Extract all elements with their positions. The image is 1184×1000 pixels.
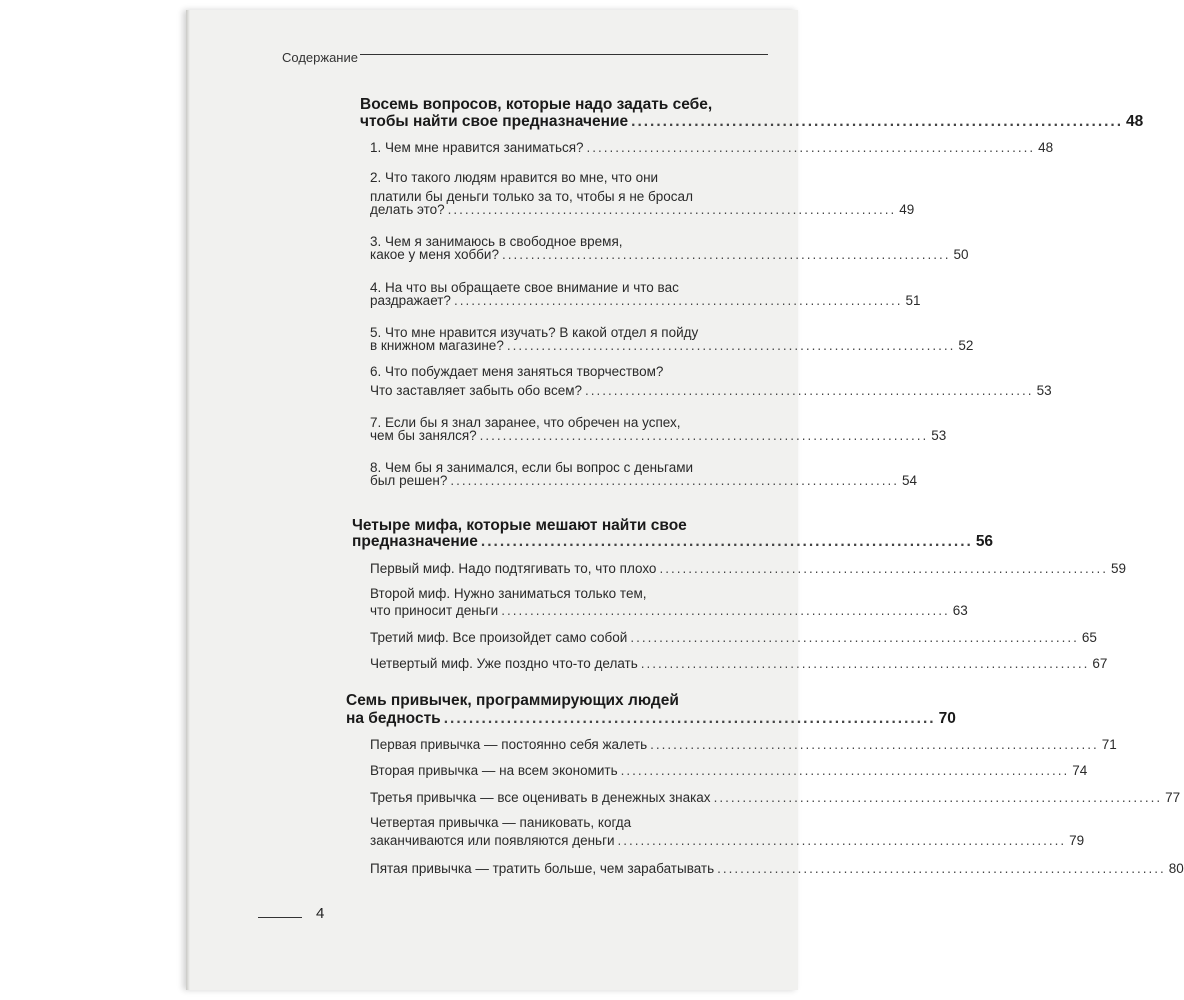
entry-text: платили бы деньги только за то, чтобы я не бросал [370, 189, 693, 204]
entry-text: Пятая привычка — тратить больше, чем зарабатывать [370, 861, 715, 876]
entry-text: Третий миф. Все произойдет само собой [370, 630, 628, 645]
entry-text: Третья привычка — все оценивать в денежных знаках [370, 790, 711, 805]
page-number: 63 [952, 603, 968, 618]
entry-text: 4. На что вы обращаете свое внимание и что вас [370, 280, 679, 295]
footer-rule [258, 917, 302, 918]
dot-leader: .............................................................................. [650, 737, 1099, 752]
entry-text: 5. Что мне нравится изучать? В какой отдел я пойду [370, 325, 699, 340]
entry-text: что приносит деньги [370, 603, 499, 618]
entry-text: 6. Что побуждает меня заняться творчеством? [370, 364, 664, 379]
entry-text: в книжном магазине? [370, 338, 504, 353]
page-number: 59 [1111, 561, 1127, 576]
dot-leader: .............................................................................. [617, 833, 1067, 848]
toc-entry [370, 293, 921, 308]
entry-text: 3. Чем я занимаюсь в свободное время, [370, 234, 623, 249]
section-title-line: на бедность [346, 710, 441, 727]
page-number: 51 [905, 293, 921, 308]
toc-entry [370, 763, 1088, 778]
page-number: 77 [1165, 790, 1181, 805]
toc-entry [370, 383, 1052, 398]
toc-entry [370, 247, 969, 262]
page-number: 74 [1072, 763, 1088, 778]
dot-leader: .............................................................................. [630, 630, 1079, 645]
dot-leader: .............................................................................. [640, 656, 1090, 671]
dot-leader: .............................................................................. [480, 533, 973, 550]
dot-leader: .............................................................................. [631, 113, 1124, 130]
entry-text: раздражает? [370, 293, 451, 308]
entry-text: 8. Чем бы я занимался, если бы вопрос с деньгами [370, 460, 694, 475]
dot-leader: .............................................................................. [506, 338, 956, 353]
toc-entry [370, 473, 917, 488]
dot-leader: .............................................................................. [501, 247, 951, 262]
dot-leader: .............................................................................. [585, 383, 1034, 398]
entry-text: Второй миф. Нужно заниматься только тем, [370, 586, 647, 601]
page-number: 52 [958, 338, 974, 353]
toc-entry [370, 202, 915, 217]
toc-entry [370, 737, 1117, 752]
toc-entry [370, 861, 1184, 876]
dot-leader: .............................................................................. [450, 473, 899, 488]
page-number: 53 [1036, 383, 1052, 398]
entry-text: Четвертая привычка — паниковать, когда [370, 815, 632, 830]
page-number: 65 [1081, 630, 1097, 645]
dot-leader: .............................................................................. [447, 202, 897, 217]
page-number: 71 [1101, 737, 1117, 752]
page-number: 54 [901, 473, 917, 488]
header-title: Содержание [282, 50, 358, 65]
entry-text: Первый миф. Надо подтягивать то, что плохо [370, 561, 657, 576]
entry-text: Вторая привычка — на всем экономить [370, 763, 618, 778]
folio-page-number: 4 [316, 905, 325, 922]
section-title-line: предназначение [352, 533, 478, 550]
page-number: 53 [931, 428, 947, 443]
toc-entry [370, 790, 1181, 805]
section-title-line: Восемь вопросов, которые надо задать себе, [360, 96, 713, 113]
section-title-line: Семь привычек, программирующих людей [346, 692, 679, 709]
toc-entry [370, 656, 1108, 671]
toc-entry [370, 561, 1127, 576]
dot-leader: .............................................................................. [501, 603, 950, 618]
section-entry [352, 533, 994, 551]
section-entry [360, 113, 1144, 131]
dot-leader: .............................................................................. [659, 561, 1108, 576]
dot-leader: .............................................................................. [620, 763, 1070, 778]
toc-entry [370, 428, 947, 443]
toc-entry [370, 603, 968, 618]
page-number: 56 [975, 533, 994, 550]
dot-leader: .............................................................................. [586, 140, 1036, 155]
entry-text: какое у меня хобби? [370, 247, 499, 262]
dot-leader: .............................................................................. [453, 293, 903, 308]
entry-text: Что заставляет забыть обо всем? [370, 383, 582, 398]
page-number: 67 [1092, 656, 1108, 671]
entry-text: 2. Что такого людям нравится во мне, что они [370, 170, 659, 185]
page-number: 48 [1126, 113, 1144, 130]
dot-leader: .............................................................................. [713, 790, 1163, 805]
toc-entry [370, 338, 974, 353]
page-number: 79 [1069, 833, 1085, 848]
dot-leader: .............................................................................. [479, 428, 929, 443]
entry-text: Первая привычка — постоянно себя жалеть [370, 737, 648, 752]
entry-text: был решен? [370, 473, 448, 488]
entry-text: Четвертый миф. Уже поздно что-то делать [370, 656, 638, 671]
section-title-line: чтобы найти свое предназначение [360, 113, 629, 130]
toc-entry [370, 833, 1085, 848]
page-number: 50 [953, 247, 969, 262]
entry-text: заканчиваются или появляются деньги [370, 833, 615, 848]
page-number: 80 [1168, 861, 1184, 876]
toc-entry [370, 630, 1097, 645]
dot-leader: .............................................................................. [443, 710, 936, 727]
page-number: 48 [1038, 140, 1054, 155]
page-number: 49 [899, 202, 915, 217]
dot-leader: .............................................................................. [717, 861, 1166, 876]
section-entry [346, 710, 956, 728]
entry-text: 7. Если бы я знал заранее, что обречен на успех, [370, 415, 681, 430]
entry-text: делать это? [370, 202, 445, 217]
section-title-line: Четыре мифа, которые мешают найти свое [352, 517, 687, 534]
entry-text: 1. Чем мне нравится заниматься? [370, 140, 584, 155]
entry-text: чем бы занялся? [370, 428, 477, 443]
toc-entry [370, 140, 1054, 155]
page-number: 70 [938, 710, 956, 727]
